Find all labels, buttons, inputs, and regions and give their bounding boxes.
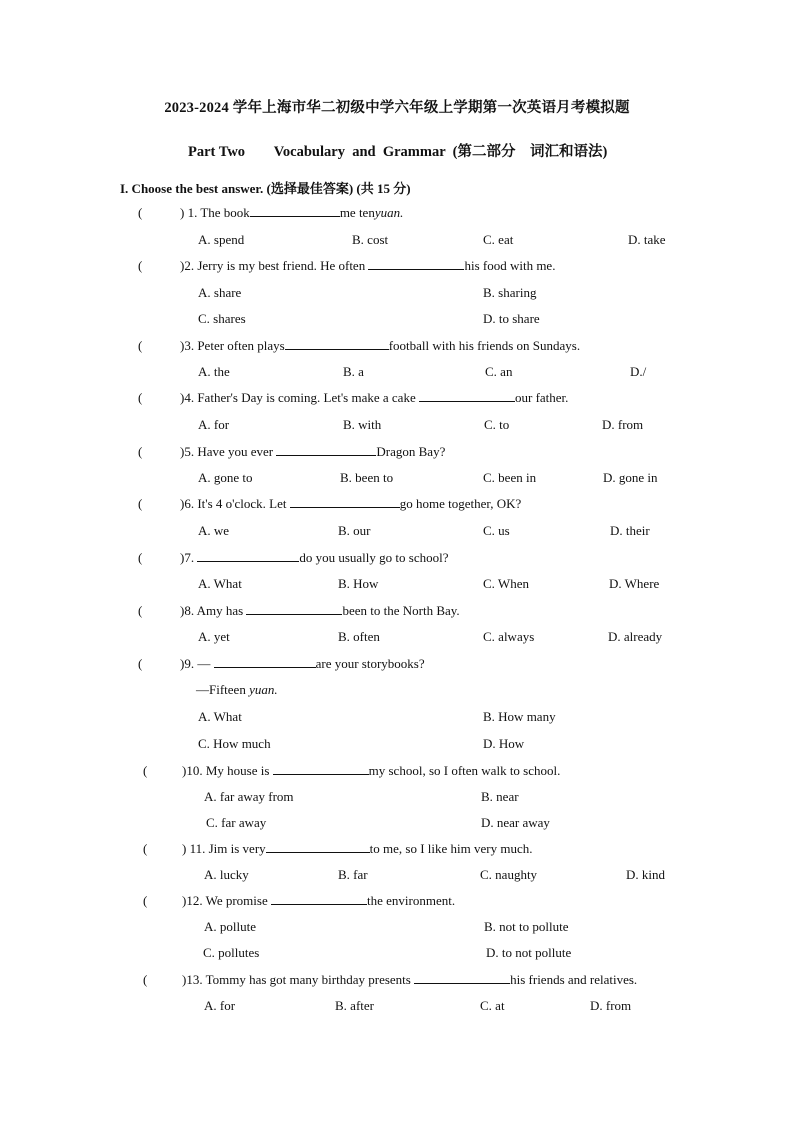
- option-a[interactable]: A. What: [198, 576, 242, 591]
- option-b[interactable]: B. not to pollute: [484, 919, 569, 934]
- question-stem: )13. Tommy has got many birthday presents: [182, 972, 411, 987]
- option-c[interactable]: C. been in: [483, 470, 537, 485]
- option-c[interactable]: C. pollutes: [203, 945, 260, 960]
- answer-bracket[interactable]: (: [138, 205, 143, 220]
- answer-blank[interactable]: [250, 205, 340, 217]
- answer-bracket[interactable]: (: [143, 893, 148, 908]
- question-stem: )9. —: [180, 656, 211, 671]
- question-text: [180, 338, 580, 354]
- option-d[interactable]: D. their: [610, 523, 650, 538]
- question-continuation: are your storybooks?: [315, 656, 425, 671]
- option-a[interactable]: A. we: [198, 523, 230, 538]
- question-continuation: his food with me.: [464, 258, 556, 273]
- option-b[interactable]: B. with: [343, 417, 382, 432]
- option-a[interactable]: A. for: [198, 417, 230, 432]
- option-a[interactable]: A. for: [204, 998, 236, 1013]
- question-text: [182, 893, 455, 909]
- option-a[interactable]: A. pollute: [204, 919, 256, 934]
- option-c[interactable]: C. naughty: [480, 867, 538, 882]
- question-stem: )12. We promise: [182, 893, 268, 908]
- question-stem: )5. Have you ever: [180, 444, 274, 459]
- option-c[interactable]: C. How much: [198, 736, 271, 751]
- answer-blank[interactable]: [266, 841, 370, 853]
- question-stem: )2. Jerry is my best friend. He often: [180, 258, 366, 273]
- question-continuation: my school, so I often walk to school.: [368, 763, 561, 778]
- answer-bracket[interactable]: (: [138, 390, 143, 405]
- answer-blank[interactable]: [271, 893, 367, 905]
- option-d[interactable]: D. near away: [481, 815, 550, 830]
- option-c[interactable]: C. eat: [483, 232, 514, 247]
- option-c[interactable]: C. an: [485, 364, 513, 379]
- question-stem: ) 1. The book: [180, 205, 250, 220]
- answer-blank[interactable]: [368, 258, 464, 270]
- question-continuation: me ten: [339, 205, 375, 220]
- answer-blank[interactable]: [419, 390, 515, 402]
- answer-blank[interactable]: [414, 972, 510, 984]
- question-text: [182, 841, 533, 857]
- answer-blank[interactable]: [290, 496, 400, 508]
- option-d[interactable]: D. already: [608, 629, 663, 644]
- option-d[interactable]: D. from: [602, 417, 644, 432]
- question-continuation: football with his friends on Sundays.: [388, 338, 581, 353]
- question-continuation: Dragon Bay?: [376, 444, 446, 459]
- question-italic: yuan.: [374, 205, 404, 220]
- option-a[interactable]: A. spend: [198, 232, 245, 247]
- option-c[interactable]: C. at: [480, 998, 505, 1013]
- section-heading: I. Choose the best answer. (选择最佳答案) (共 15 分): [120, 181, 411, 196]
- option-b[interactable]: B. sharing: [483, 285, 537, 300]
- answer-blank[interactable]: [197, 550, 299, 562]
- option-d[interactable]: D. from: [590, 998, 632, 1013]
- option-d[interactable]: D. How: [483, 736, 525, 751]
- question-text: [180, 656, 425, 672]
- option-a[interactable]: A. gone to: [198, 470, 253, 485]
- answer-italic: yuan.: [249, 682, 278, 697]
- question-stem: )3. Peter often plays: [180, 338, 285, 353]
- question-continuation: to me, so I like him very much.: [369, 841, 533, 856]
- question-text: [180, 550, 448, 566]
- question-text: [180, 205, 403, 221]
- option-a[interactable]: A. lucky: [204, 867, 249, 882]
- option-a[interactable]: A. yet: [198, 629, 230, 644]
- answer-bracket[interactable]: (: [138, 550, 143, 565]
- option-a[interactable]: A. share: [198, 285, 242, 300]
- question-continuation: do you usually go to school?: [299, 550, 449, 565]
- option-b[interactable]: B. How many: [483, 709, 556, 724]
- option-b[interactable]: B. after: [335, 998, 374, 1013]
- answer-bracket[interactable]: (: [138, 603, 143, 618]
- question-stem: )7.: [180, 550, 195, 565]
- answer-bracket[interactable]: (: [138, 338, 143, 353]
- question-continuation: been to the North Bay.: [342, 603, 460, 618]
- answer-bracket[interactable]: (: [143, 763, 148, 778]
- answer-bracket[interactable]: (: [143, 972, 148, 987]
- question-text: [182, 763, 560, 779]
- part-subtitle: Part Two Vocabulary and Grammar (第二部分 词汇和语法): [188, 144, 608, 160]
- answer-bracket[interactable]: (: [138, 258, 143, 273]
- question-stem: )4. Father's Day is coming. Let's make a cake: [180, 390, 416, 405]
- answer-blank[interactable]: [276, 444, 376, 456]
- option-b[interactable]: B. far: [338, 867, 368, 882]
- answer-blank[interactable]: [214, 656, 316, 668]
- question-text: [180, 444, 445, 460]
- answer-line: [196, 682, 278, 698]
- question-continuation: his friends and relatives.: [510, 972, 638, 987]
- option-c[interactable]: C. to: [484, 417, 510, 432]
- option-b[interactable]: B. cost: [352, 232, 389, 247]
- answer-blank[interactable]: [285, 338, 389, 350]
- option-a[interactable]: A. far away from: [204, 789, 294, 804]
- option-c[interactable]: C. shares: [198, 311, 246, 326]
- answer-bracket[interactable]: (: [143, 841, 148, 856]
- option-b[interactable]: B. often: [338, 629, 380, 644]
- option-d[interactable]: D. gone in: [603, 470, 658, 485]
- question-text: [180, 603, 460, 619]
- answer-bracket[interactable]: (: [138, 656, 143, 671]
- option-a[interactable]: A. What: [198, 709, 242, 724]
- option-d[interactable]: D. take: [628, 232, 666, 247]
- answer-bracket[interactable]: (: [138, 496, 143, 511]
- option-b[interactable]: B. a: [343, 364, 364, 379]
- option-c[interactable]: C. always: [483, 629, 535, 644]
- answer-blank[interactable]: [246, 603, 342, 615]
- question-stem: )10. My house is: [182, 763, 270, 778]
- option-a[interactable]: A. the: [198, 364, 230, 379]
- option-c[interactable]: C. far away: [206, 815, 267, 830]
- option-b[interactable]: B. our: [338, 523, 371, 538]
- option-d[interactable]: D. to not pollute: [486, 945, 572, 960]
- option-d[interactable]: D. Where: [609, 576, 660, 591]
- question-stem: ) 11. Jim is very: [182, 841, 266, 856]
- question-text: [180, 496, 521, 512]
- option-c[interactable]: C. us: [483, 523, 510, 538]
- answer-bracket[interactable]: (: [138, 444, 143, 459]
- option-d[interactable]: D./: [630, 364, 647, 379]
- option-b[interactable]: B. near: [481, 789, 519, 804]
- question-continuation: our father.: [514, 390, 569, 405]
- option-d[interactable]: D. to share: [483, 311, 540, 326]
- question-continuation: the environment.: [366, 893, 456, 908]
- answer-blank[interactable]: [273, 763, 369, 775]
- question-text: [180, 390, 568, 406]
- question-text: [182, 972, 637, 988]
- page-title: 2023-2024 学年上海市华二初级中学六年级上学期第一次英语月考模拟题: [164, 100, 630, 116]
- option-b[interactable]: B. How: [338, 576, 379, 591]
- question-text: [180, 258, 555, 274]
- question-continuation: go home together, OK?: [399, 496, 522, 511]
- option-b[interactable]: B. been to: [340, 470, 394, 485]
- question-stem: )8. Amy has: [180, 603, 244, 618]
- answer-text: —Fifteen: [196, 682, 246, 697]
- option-c[interactable]: C. When: [483, 576, 529, 591]
- option-d[interactable]: D. kind: [626, 867, 665, 882]
- question-stem: )6. It's 4 o'clock. Let: [180, 496, 287, 511]
